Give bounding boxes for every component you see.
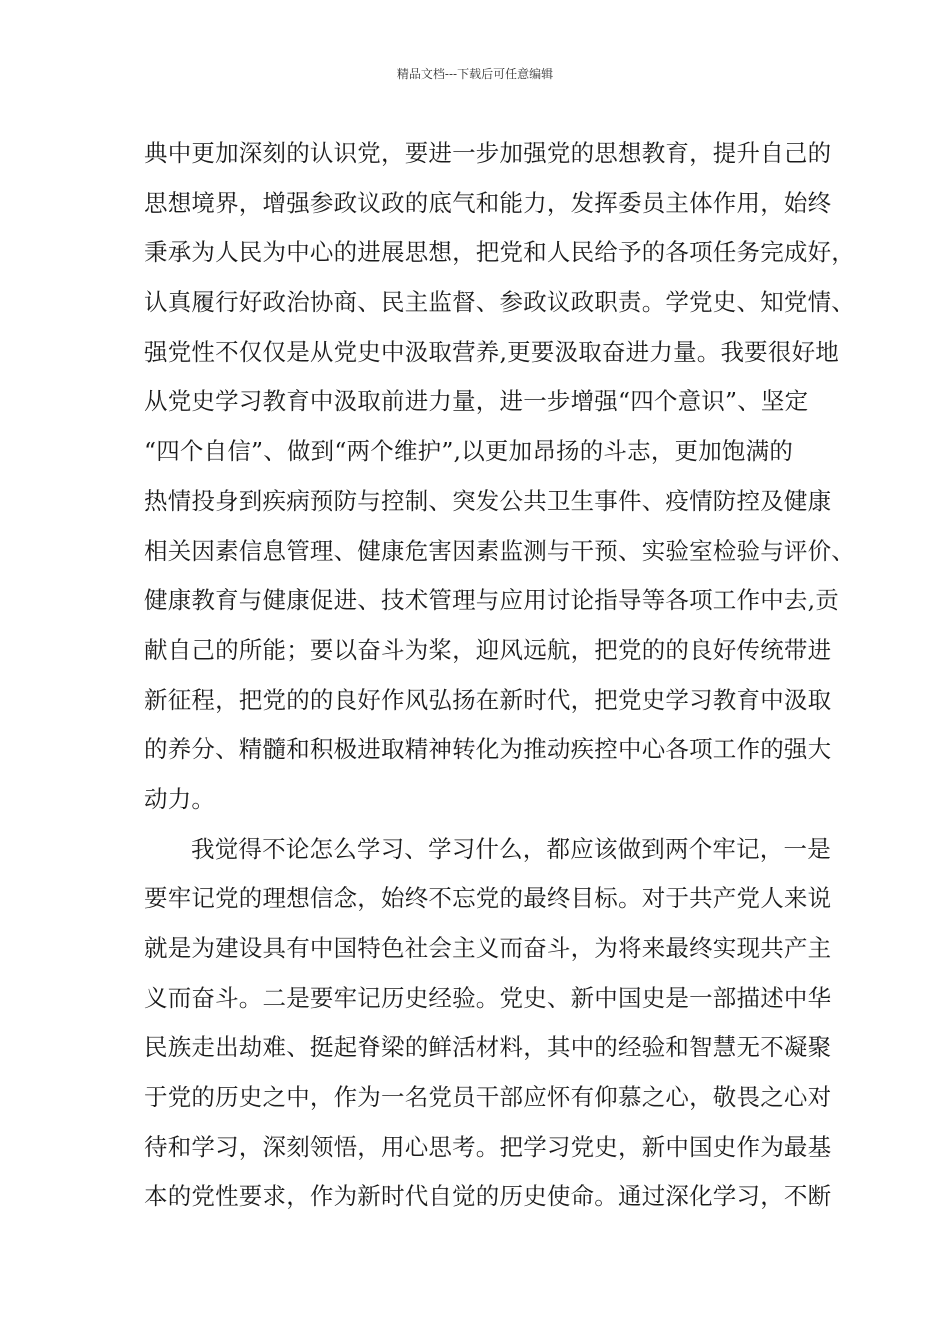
paragraph-2-line-8: 本的党性要求，作为新时代自觉的历史使命。通过深化学习，不断 <box>144 1182 832 1211</box>
paragraph-2-line-2: 要牢记党的理想信念，始终不忘党的最终目标。对于共产党人来说 <box>144 884 832 913</box>
paragraph-2-line-7: 待和学习，深刻领悟，用心思考。把学习党史，新中国史作为最基 <box>144 1132 832 1161</box>
paragraph-1-line-6: 从党史学习教育中汲取前进力量，进一步增强“四个意识”、坚定 <box>144 387 809 416</box>
paragraph-1-line-11: 献自己的所能；要以奋斗为桨，迎风远航，把党的的良好传统带进 <box>144 635 832 664</box>
paragraph-1-line-5: 强党性不仅仅是从党史中汲取营养,更要汲取奋进力量。我要很好地 <box>144 337 839 366</box>
document-body <box>144 129 855 1222</box>
paragraph-1-line-12: 新征程，把党的的良好作风弘扬在新时代，把党史学习教育中汲取 <box>144 685 832 714</box>
paragraph-1-line-9: 相关因素信息管理、健康危害因素监测与干预、实验室检验与评价、 <box>144 536 855 565</box>
paragraph-2-line-4: 义而奋斗。二是要牢记历史经验。党史、新中国史是一部描述中华 <box>144 983 832 1012</box>
paragraph-1-line-8: 热情投身到疾病预防与控制、突发公共卫生事件、疫情防控及健康 <box>144 486 832 515</box>
paragraph-1-line-14: 动力。 <box>144 784 216 813</box>
page-header: 精品文档---下载后可任意编辑 <box>396 67 554 81</box>
paragraph-1-line-2: 思想境界，增强参政议政的底气和能力，发挥委员主体作用，始终 <box>144 188 832 217</box>
paragraph-1-line-7: “四个自信”、做到“两个维护”,以更加昂扬的斗志，更加饱满的 <box>144 437 794 466</box>
paragraph-1-line-3: 秉承为人民为中心的进展思想，把党和人民给予的各项任务完成好， <box>144 238 855 267</box>
paragraph-2-line-6: 于党的历史之中，作为一名党员干部应怀有仰慕之心，敬畏之心对 <box>144 1083 832 1112</box>
paragraph-1-line-1: 典中更加深刻的认识党，要进一步加强党的思想教育，提升自己的 <box>144 139 832 167</box>
paragraph-1-line-13: 的养分、精髓和积极进取精神转化为推动疾控中心各项工作的强大 <box>144 735 832 764</box>
paragraph-2-line-1: 我觉得不论怎么学习、学习什么，都应该做到两个牢记，一是 <box>191 834 831 863</box>
paragraph-2-line-3: 就是为建设具有中国特色社会主义而奋斗，为将来最终实现共产主 <box>144 934 832 962</box>
paragraph-2-line-5: 民族走出劫难、挺起脊梁的鲜活材料，其中的经验和智慧无不凝聚 <box>144 1033 832 1062</box>
paragraph-1-line-10: 健康教育与健康促进、技术管理与应用讨论指导等各项工作中去,贡 <box>144 586 839 615</box>
paragraph-1-line-4: 认真履行好政治协商、民主监督、参政议政职责。学党史、知党情、 <box>144 288 855 317</box>
